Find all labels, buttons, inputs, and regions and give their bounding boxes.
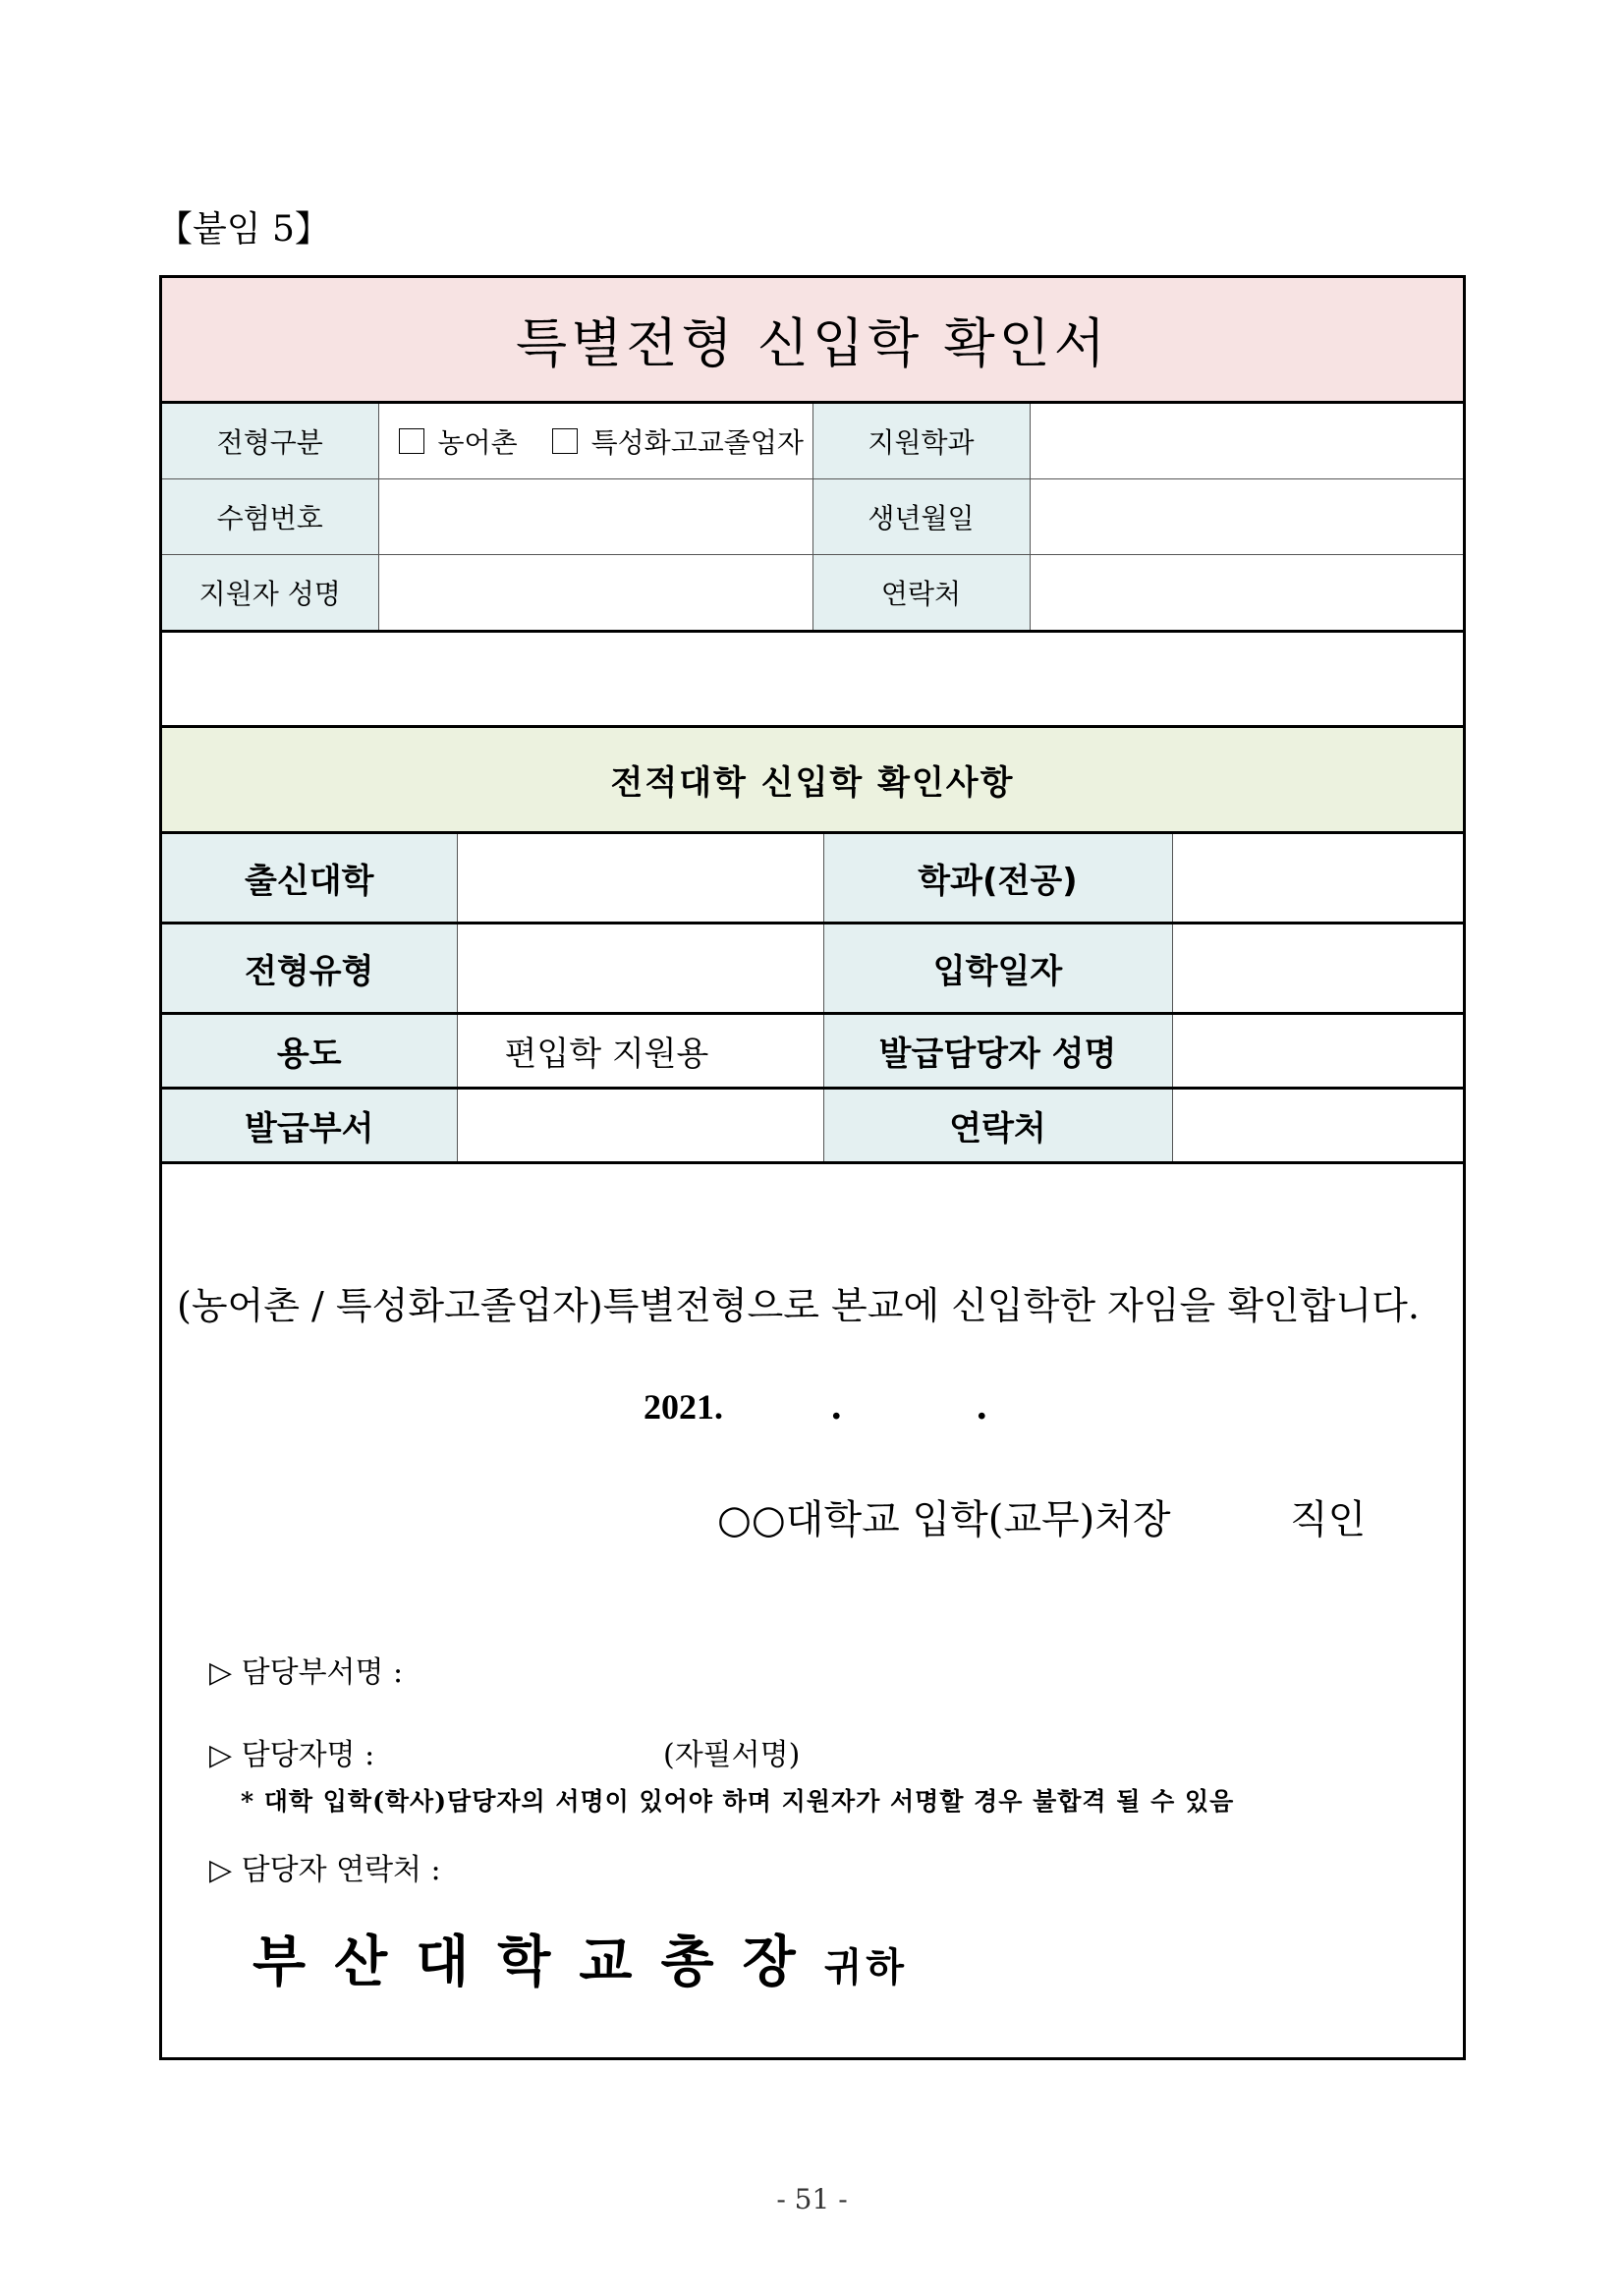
honorific: 귀하 (823, 1944, 908, 1990)
previous-university-table (162, 834, 1463, 1164)
issuer-name-field[interactable] (1172, 1014, 1463, 1089)
issuer-contact-label: 연락처 (823, 1089, 1172, 1163)
purpose-value: 편입학 지원용 (457, 1014, 823, 1089)
admission-date-field[interactable] (1172, 924, 1463, 1014)
page-number: - 51 - (776, 2183, 848, 2215)
date-day-dot: . (976, 1386, 988, 1428)
rural-option[interactable] (399, 421, 518, 461)
admission-category-field[interactable] (457, 924, 823, 1014)
president-title: 부산대학교총장 (252, 1930, 824, 1994)
department-label: 지원학과 (812, 404, 1030, 479)
university-field[interactable] (457, 834, 823, 924)
confirmation-statement: (농어촌 / 특성화고졸업자)특별전형으로 본교에 신입학한 자임을 확인합니다. (177, 1284, 1420, 1327)
dept-signature-line: ▷ 담당부서명 : (209, 1655, 404, 1690)
issuing-dept-field[interactable] (457, 1089, 823, 1163)
admission-type-options (378, 404, 812, 479)
date-month-dot: . (830, 1386, 843, 1428)
signature-warning-note: * 대학 입학(학사)담당자의 서명이 있어야 하며 지원자가 서명할 경우 불합격 될 수 있음 (241, 1787, 1235, 1816)
applicant-name-label: 지원자 성명 (162, 555, 378, 632)
checkbox-icon[interactable] (552, 428, 578, 454)
signer-title: ○○대학교 입학(교무)처장 (717, 1497, 1171, 1542)
exam-number-field[interactable] (378, 479, 812, 555)
birthdate-label: 생년월일 (812, 479, 1030, 555)
blank-row (162, 634, 1463, 728)
purpose-label: 용도 (162, 1014, 457, 1089)
rural-option-label: 농어촌 (437, 426, 518, 459)
self-signature-note: (자필서명) (663, 1738, 801, 1772)
staff-name-line: ▷ 담당자명 : (209, 1738, 375, 1772)
issuing-dept-label: 발급부서 (162, 1089, 457, 1163)
admission-category-label: 전형유형 (162, 924, 457, 1014)
official-seal-label: 직인 (1290, 1497, 1367, 1542)
major-field[interactable] (1172, 834, 1463, 924)
major-label: 학과(전공) (823, 834, 1172, 924)
attachment-label: 【붙임 5】 (157, 209, 330, 250)
contact-field[interactable] (1030, 555, 1463, 632)
form-title: 특별전형 신입학 확인서 (162, 278, 1463, 404)
exam-number-label: 수험번호 (162, 479, 378, 555)
birthdate-field[interactable] (1030, 479, 1463, 555)
certificate-form (159, 275, 1466, 2060)
admission-date-label: 입학일자 (823, 924, 1172, 1014)
admission-type-label: 전형구분 (162, 404, 378, 479)
issuer-name-label: 발급담당자 성명 (823, 1014, 1172, 1089)
applicant-info-table (162, 404, 1463, 633)
contact-label: 연락처 (812, 555, 1030, 632)
vocational-option-label: 특성화고교졸업자 (590, 426, 804, 459)
department-field[interactable] (1030, 404, 1463, 479)
applicant-name-field[interactable] (378, 555, 812, 632)
staff-contact-line: ▷ 담당자 연락처 : (209, 1853, 441, 1887)
issuer-contact-field[interactable] (1172, 1089, 1463, 1163)
section-subtitle: 전적대학 신입학 확인사항 (162, 728, 1463, 834)
checkbox-icon[interactable] (399, 428, 424, 454)
date-year: 2021. (644, 1387, 723, 1427)
addressee (252, 1919, 908, 1997)
vocational-option[interactable] (552, 421, 804, 461)
university-label: 출신대학 (162, 834, 457, 924)
